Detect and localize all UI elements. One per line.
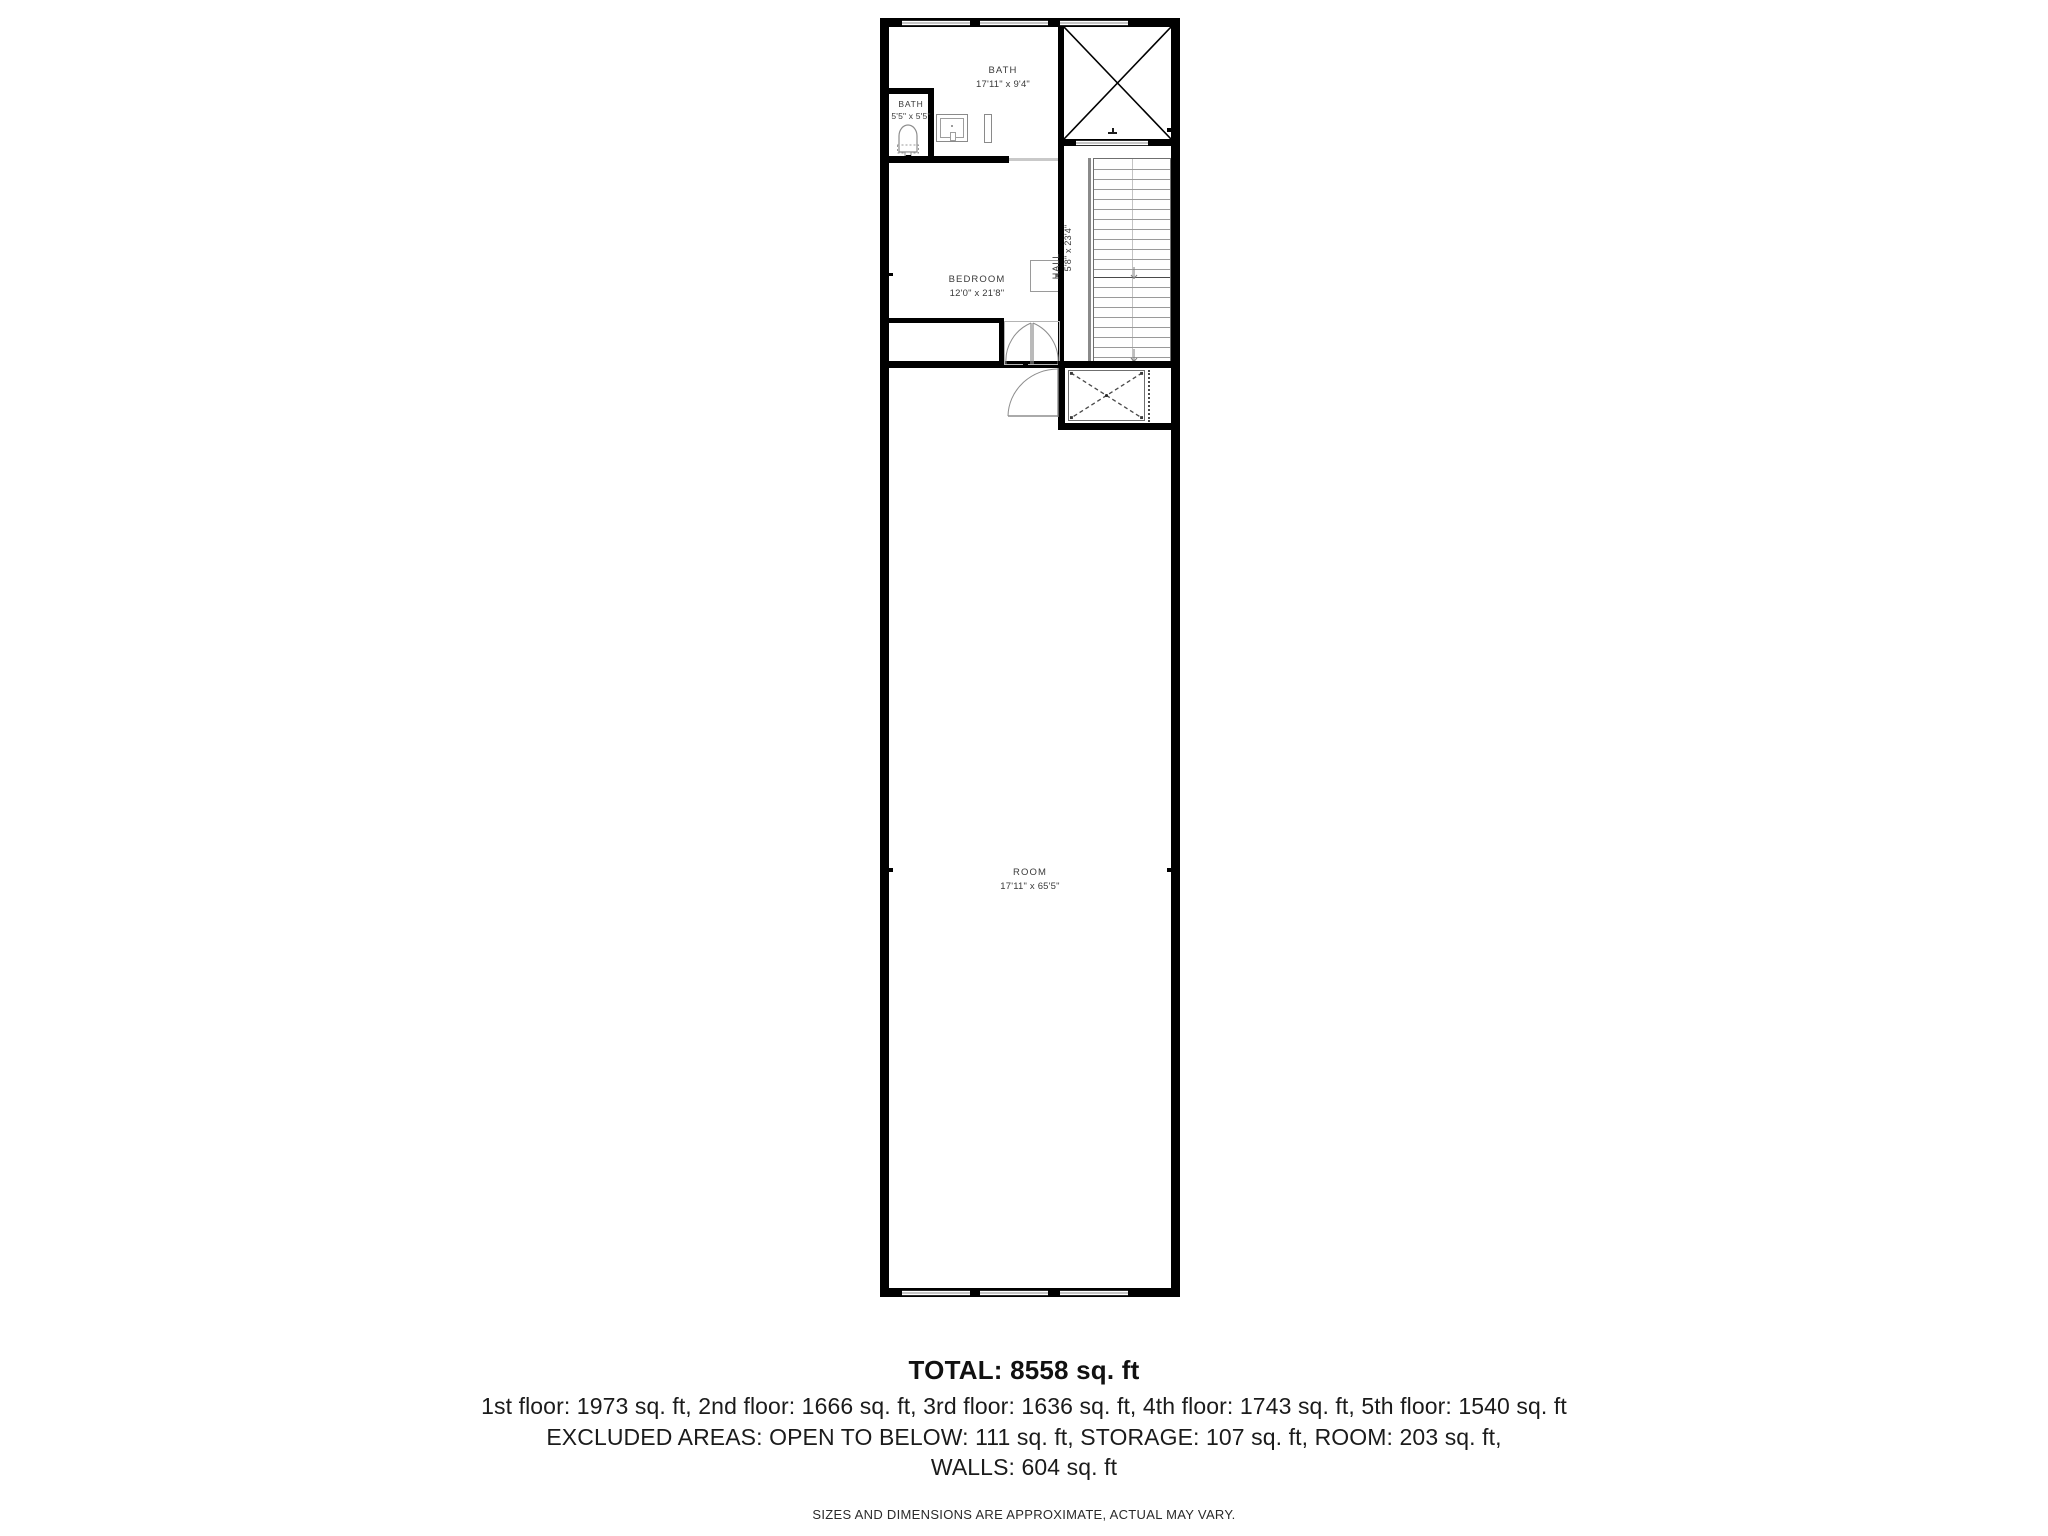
stair-tread bbox=[1094, 189, 1170, 190]
total-area: TOTAL: 8558 sq. ft bbox=[908, 1355, 1140, 1385]
floor-breakdown: 1st floor: 1973 sq. ft, 2nd floor: 1666 sq. ft, 3rd floor: 1636 sq. ft, 4th floor: 1743 sq. ft, 5th floor: 1540 sq. ft bbox=[481, 1393, 1567, 1419]
shower bbox=[984, 114, 992, 143]
stair-tread bbox=[1094, 209, 1170, 210]
small-bath-wall-tick bbox=[906, 155, 911, 158]
stair-tread bbox=[1094, 297, 1170, 298]
room-dimensions: 17'11" x 9'4" bbox=[976, 78, 1030, 90]
storage-closet bbox=[1068, 370, 1145, 421]
floor-plan-drawing bbox=[880, 18, 1180, 1303]
floor-plan-summary bbox=[0, 1355, 2048, 1522]
room-label-bath-small bbox=[880, 98, 942, 123]
stair-tread bbox=[1094, 199, 1170, 200]
wall-closet-top bbox=[889, 318, 1004, 323]
window-bottom-1 bbox=[902, 1290, 970, 1296]
stair-tread bbox=[1094, 179, 1170, 180]
stair-tread bbox=[1094, 169, 1170, 170]
room-label-room-main bbox=[950, 866, 1110, 894]
window-bottom-2 bbox=[980, 1290, 1048, 1296]
stair-tread bbox=[1094, 229, 1170, 230]
room-dimensions: 5'8" x 23'4" bbox=[1063, 224, 1073, 272]
walls-area: WALLS: 604 sq. ft bbox=[930, 1454, 1118, 1481]
bath-door-threshold bbox=[1009, 158, 1061, 161]
room-entry-door bbox=[998, 368, 1060, 418]
room-label-bath-main bbox=[908, 64, 1098, 92]
stair-direction-arrow-upper bbox=[1130, 267, 1138, 279]
room-name: BATH bbox=[988, 65, 1018, 76]
room-label-hall-dimensions bbox=[1063, 183, 1073, 313]
room-wall-tick-right-upper bbox=[1167, 128, 1171, 132]
window-top-2 bbox=[980, 20, 1048, 26]
stair-tread bbox=[1094, 259, 1170, 260]
window-top-3 bbox=[1060, 20, 1128, 26]
room-dimensions: 12'0" x 21'8" bbox=[949, 287, 1005, 299]
toilet bbox=[894, 122, 922, 156]
closet-threshold-tick bbox=[1023, 363, 1028, 367]
room-wall-tick-right bbox=[1167, 868, 1171, 872]
stair-rail bbox=[1088, 158, 1091, 363]
exterior-wall-right bbox=[1171, 18, 1180, 1297]
wall-storage-bottom bbox=[1058, 423, 1171, 430]
disclaimer: SIZES AND DIMENSIONS ARE APPROXIMATE, ACTUAL MAY VARY. bbox=[812, 1506, 1236, 1522]
stair-tread bbox=[1094, 337, 1170, 338]
stair-tread bbox=[1094, 327, 1170, 328]
bedroom-wall-tick bbox=[889, 273, 893, 276]
room-name: ROOM bbox=[1013, 867, 1047, 878]
stair-tread bbox=[1094, 307, 1170, 308]
room-name: BATH bbox=[898, 99, 924, 109]
stair-tread bbox=[1094, 239, 1170, 240]
room-dimensions: 5'5" x 5'5" bbox=[891, 111, 931, 122]
small-bath-top-tick bbox=[906, 88, 911, 91]
room-wall-tick-left bbox=[889, 868, 893, 872]
bedroom-closet bbox=[1004, 321, 1060, 365]
stair-tread bbox=[1094, 249, 1170, 250]
stair-tread bbox=[1094, 287, 1170, 288]
room-name: HALL bbox=[1051, 252, 1061, 280]
vanity-faucet-icon bbox=[951, 125, 953, 127]
sink-stem-icon bbox=[1112, 128, 1114, 133]
window-open-to-below bbox=[1076, 140, 1148, 146]
room-name: BEDROOM bbox=[948, 274, 1006, 285]
exterior-wall-left bbox=[880, 18, 889, 1297]
excluded-areas: EXCLUDED AREAS: OPEN TO BELOW: 111 sq. ft, STORAGE: 107 sq. ft, ROOM: 203 sq. ft, bbox=[546, 1423, 1502, 1450]
storage-right-dotted-edge bbox=[1148, 370, 1150, 422]
staircase bbox=[1093, 158, 1171, 363]
vanity-drain-icon bbox=[950, 132, 956, 141]
window-bottom-3 bbox=[1060, 1290, 1128, 1296]
stair-tread bbox=[1094, 347, 1170, 348]
stair-tread bbox=[1094, 317, 1170, 318]
wall-hall-bottom bbox=[1058, 361, 1171, 368]
window-top-1 bbox=[902, 20, 970, 26]
room-dimensions: 17'11" x 65'5" bbox=[1000, 880, 1060, 892]
storage-cross-icon bbox=[1069, 371, 1144, 420]
room-label-hall-name bbox=[1051, 221, 1061, 311]
stair-tread bbox=[1094, 219, 1170, 220]
